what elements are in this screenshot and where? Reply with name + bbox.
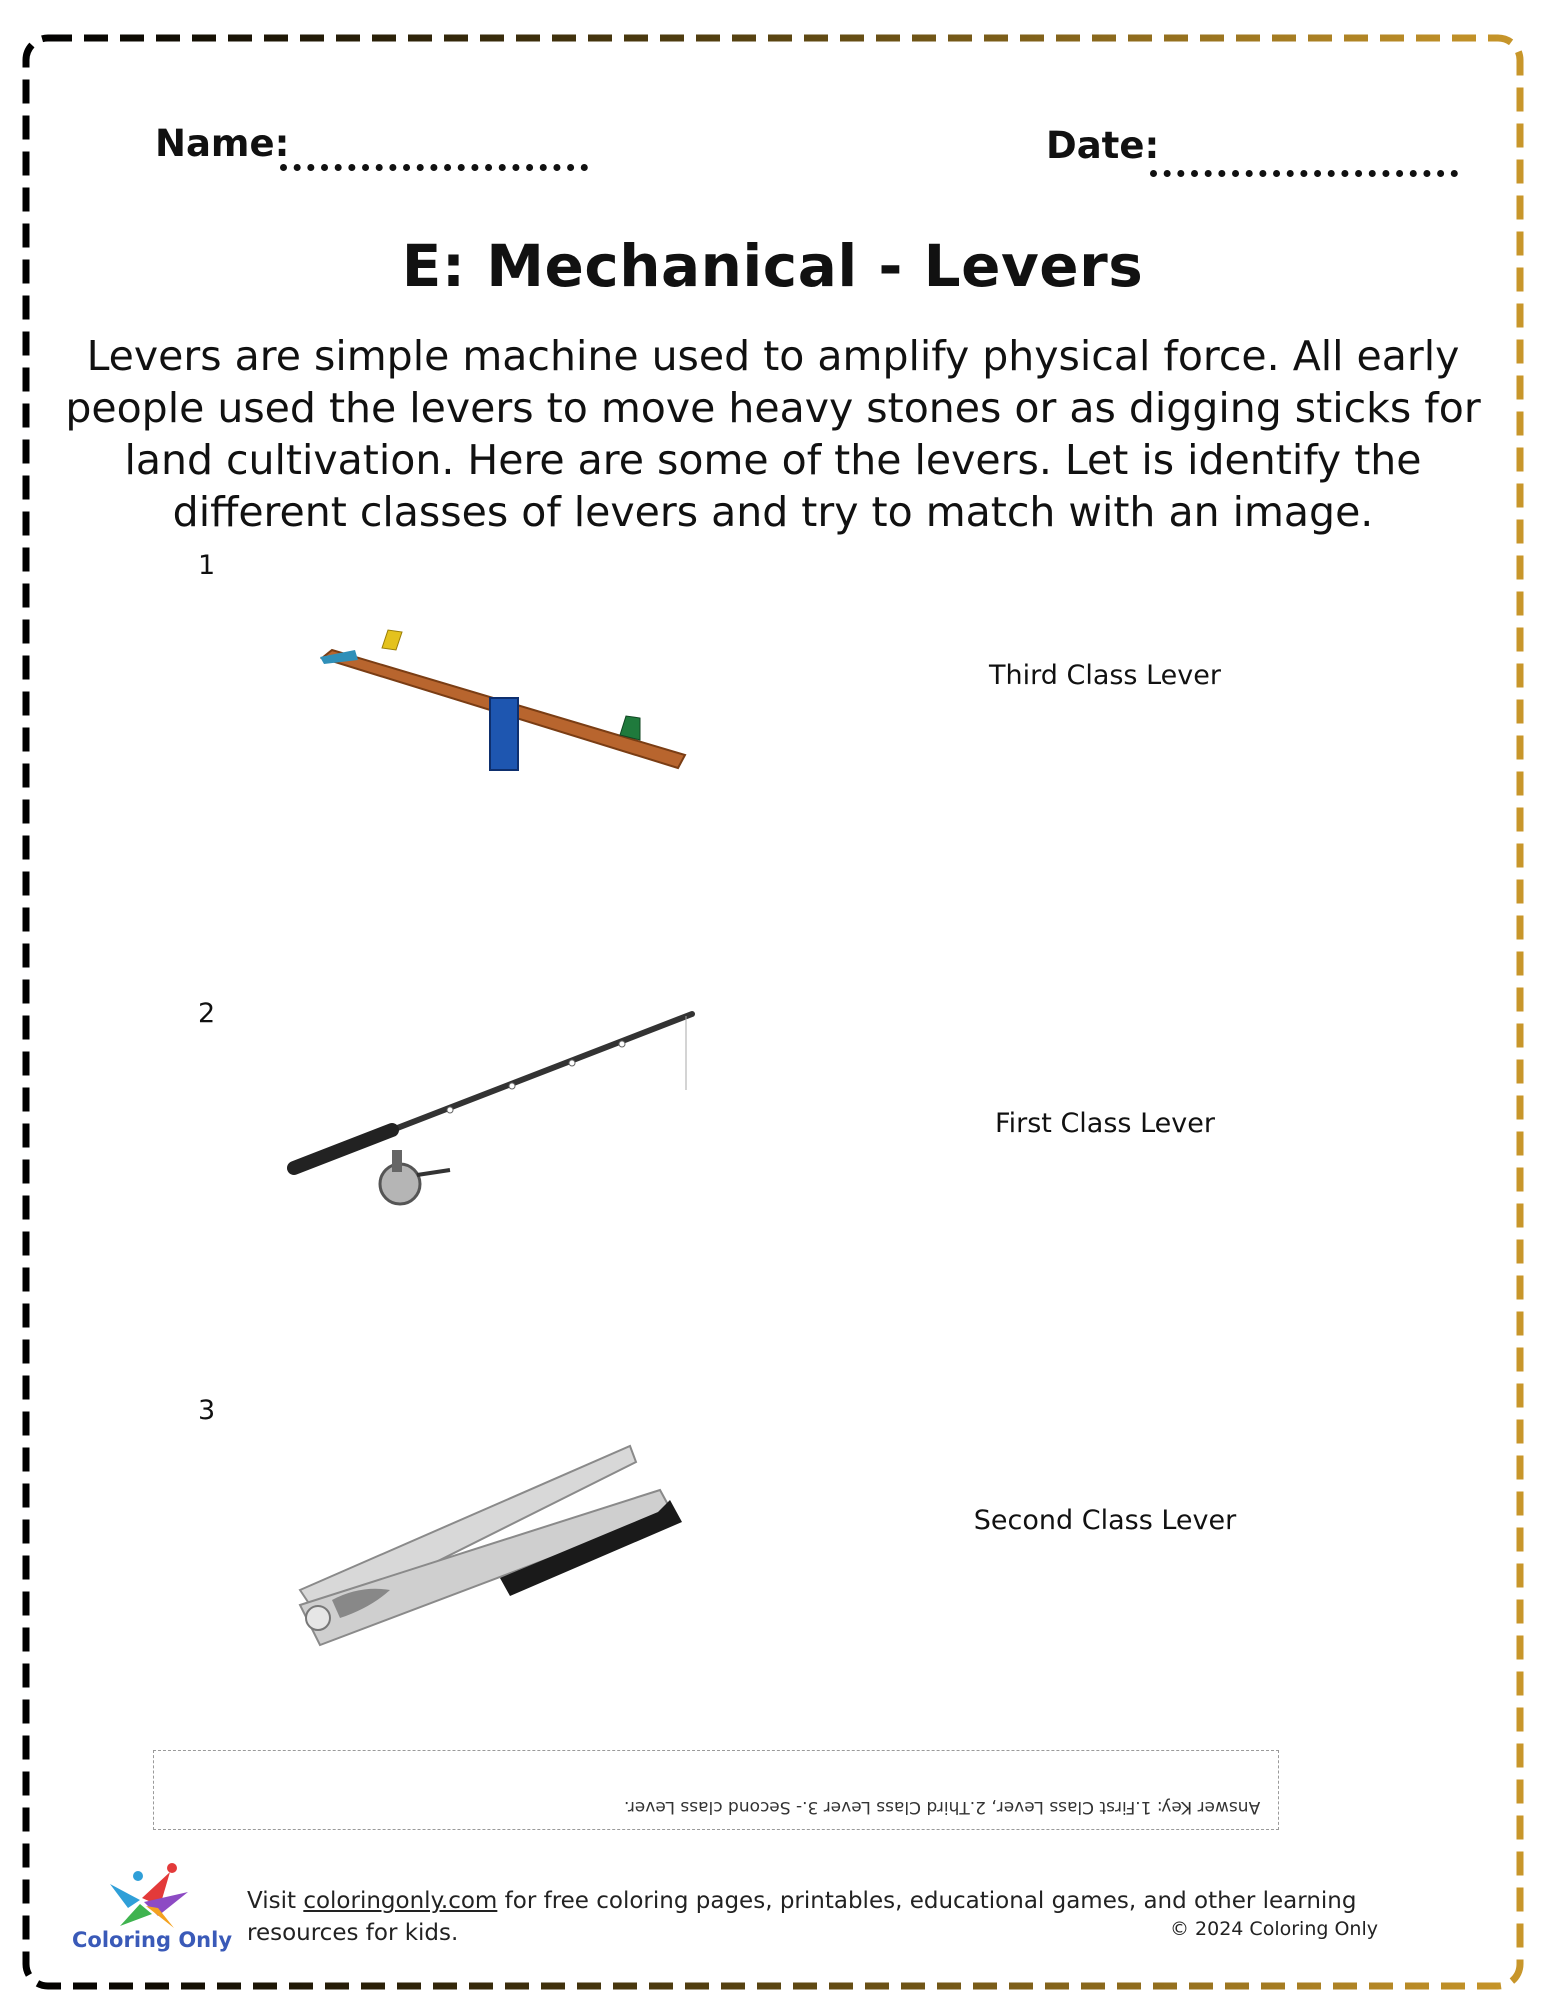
item-number: 2 [198,998,216,1029]
logo-text: Coloring Only [72,1928,233,1952]
answer-key-box [153,1750,1279,1830]
footer-rest: for free coloring pages, printables, educational games, and other learning resources for kids. [247,1888,1357,1946]
answer-label-2: First Class Lever [995,1108,1215,1139]
name-blank[interactable] [280,164,588,171]
item-number: 3 [198,1395,216,1426]
fishing-rod-image [282,1000,702,1220]
answer-key-text: Answer Key: 1.First Class Lever, 2.Third Class Lever 3.- Second class Lever. [623,1797,1260,1817]
coloring-only-logo-icon [100,1862,200,1932]
date-blank[interactable] [1150,170,1458,177]
copyright: © 2024 Coloring Only [1170,1918,1378,1940]
intro-paragraph: Levers are simple machine used to amplify physical force. All early people used the levers to move heavy stones or as digging sticks for land cultivation. Here are some of the levers. Let is identify the different classes of levers and try to match with an image. [65,332,1481,536]
item-number: 1 [198,550,216,581]
seesaw-image [300,620,700,800]
answer-label-3: Second Class Lever [973,1505,1237,1536]
footer-link[interactable]: coloringonly.com [303,1888,498,1914]
answer-label-1: Third Class Lever [989,660,1221,691]
date-label: Date: [1046,124,1160,167]
name-label: Name: [155,122,290,165]
nutcracker-image [290,1440,690,1660]
footer-visit: Visit [247,1888,304,1914]
page-title: E: Mechanical - Levers [401,232,1144,300]
